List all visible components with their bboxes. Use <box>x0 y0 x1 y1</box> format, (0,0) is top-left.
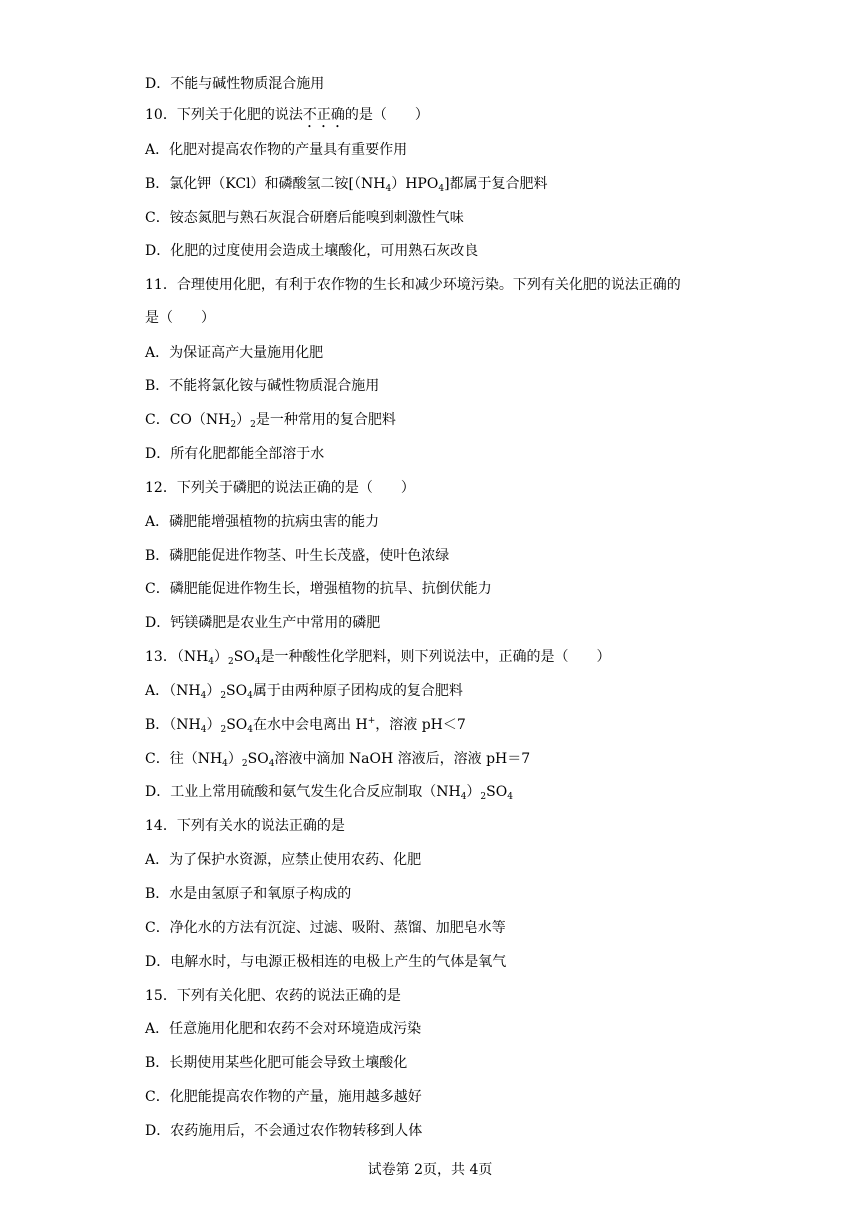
text: D．电解水时，与电源正极相连的电极上产生的气体是氧气 <box>145 954 507 970</box>
text: A．（NH <box>145 683 201 699</box>
q14-stem <box>145 816 345 836</box>
subscript: 4 <box>200 725 207 735</box>
q15-option-a <box>145 1019 421 1039</box>
q11-option-a <box>145 343 323 363</box>
text: ）HPO <box>391 176 439 192</box>
subscript: 4 <box>460 792 467 802</box>
q15-option-d <box>145 1121 422 1141</box>
text: SO <box>226 683 248 699</box>
emphasis-text: 不正确 <box>302 107 345 123</box>
subscript: 2 <box>250 420 256 430</box>
text: D．化肥的过度使用会造成土壤酸化，可用熟石灰改良 <box>145 243 479 259</box>
q13-option-b <box>145 715 466 735</box>
subscript: 2 <box>220 725 227 735</box>
text: 13．（NH <box>145 649 209 665</box>
subscript: 4 <box>222 759 228 769</box>
text: 属于由两种原子团构成的复合肥料 <box>252 683 463 699</box>
q10-option-c <box>145 208 464 228</box>
q12-stem <box>145 478 415 498</box>
q13-stem <box>145 647 611 667</box>
q11-option-b <box>145 376 379 396</box>
page-footer: 试卷第 2页，共 4页 <box>367 1162 493 1178</box>
text: ） <box>466 784 481 800</box>
text: 是（ ） <box>145 310 215 326</box>
text: D．钙镁磷肥是农业生产中常用的磷肥 <box>145 615 381 631</box>
subscript: 4 <box>507 792 513 802</box>
q15-stem <box>145 986 401 1006</box>
text: 溶液中滴加 NaOH 溶液后，溶液 pH＝7 <box>274 751 531 767</box>
text: SO <box>486 784 508 800</box>
q11-stem-line1 <box>145 275 681 295</box>
subscript: 4 <box>438 184 445 194</box>
text: SO <box>233 649 255 665</box>
q13-option-d <box>145 782 513 802</box>
q14-option-a <box>145 850 421 870</box>
q14-option-c <box>145 918 506 938</box>
text: 11．合理使用化肥，有利于农作物的生长和减少环境污染。下列有关化肥的说法正确的 <box>145 277 681 293</box>
text: C．磷肥能促进作物生长，增强植物的抗旱、抗倒伏能力 <box>145 581 492 597</box>
text: D．不能与碱性物质混合施用 <box>145 76 325 92</box>
text: A．化肥对提高农作物的产量具有重要作用 <box>145 142 408 158</box>
text: C．往（NH <box>145 751 223 767</box>
subscript: 2 <box>230 420 237 430</box>
subscript: 2 <box>241 759 248 769</box>
q11-option-d <box>145 444 324 464</box>
text: D．工业上常用硫酸和氨气发生化合反应制取（NH <box>145 784 461 800</box>
subscript: 4 <box>208 657 215 667</box>
subscript: 4 <box>254 657 261 667</box>
text: ） <box>206 717 221 733</box>
subscript: 2 <box>480 792 487 802</box>
text: 是一种酸性化学肥料，则下列说法中，正确的是（ ） <box>260 649 611 665</box>
q14-option-d <box>145 952 506 972</box>
text: B．（NH <box>145 717 201 733</box>
subscript: 4 <box>268 759 275 769</box>
text: B．水是由氢原子和氧原子构成的 <box>145 886 352 902</box>
text: 10．下列关于化肥的说法 <box>145 107 303 123</box>
superscript: + <box>367 716 376 726</box>
text: B．磷肥能促进作物茎、叶生长茂盛，使叶色浓绿 <box>145 548 450 564</box>
q12-option-b <box>145 546 449 566</box>
text: ） <box>214 649 229 665</box>
text: C．净化水的方法有沉淀、过滤、吸附、蒸馏、加肥皂水等 <box>145 920 506 936</box>
q15-option-c <box>145 1087 422 1107</box>
q11-option-c <box>145 410 396 430</box>
subscript: 4 <box>247 725 254 735</box>
text: A．为了保护水资源，应禁止使用农药、化肥 <box>145 852 422 868</box>
q13-option-c <box>145 749 530 769</box>
text: 12．下列关于磷肥的说法正确的是（ ） <box>145 480 415 496</box>
text: C．铵态氮肥与熟石灰混合研磨后能嗅到刺激性气味 <box>145 210 464 226</box>
text: B．不能将氯化铵与碱性物质混合施用 <box>145 378 380 394</box>
q10-option-b <box>145 174 548 194</box>
text: ]都属于复合肥料 <box>444 176 548 192</box>
q14-option-b <box>145 884 351 904</box>
subscript: 4 <box>385 184 392 194</box>
subscript: 2 <box>228 657 234 667</box>
q15-option-b <box>145 1053 407 1073</box>
text: C．化肥能提高农作物的产量，施用越多越好 <box>145 1089 422 1105</box>
text: A．任意施用化肥和农药不会对环境造成污染 <box>145 1021 422 1037</box>
text: A．为保证高产大量施用化肥 <box>145 345 324 361</box>
text: 是一种常用的复合肥料 <box>255 412 396 428</box>
text: B．长期使用某些化肥可能会导致土壤酸化 <box>145 1055 408 1071</box>
text: ，溶液 pH＜7 <box>375 717 466 733</box>
q10-option-d <box>145 241 478 261</box>
text: A．磷肥能增强植物的抗病虫害的能力 <box>145 514 380 530</box>
text: 15．下列有关化肥、农药的说法正确的是 <box>145 988 401 1004</box>
q10-option-a <box>145 140 407 160</box>
text: 14．下列有关水的说法正确的是 <box>145 818 345 834</box>
q11-stem-line2 <box>145 308 215 328</box>
text: ） <box>227 751 242 767</box>
q12-option-c <box>145 579 492 599</box>
text: SO <box>247 751 269 767</box>
q12-option-a <box>145 512 379 532</box>
q10-stem <box>145 105 429 131</box>
text: 的是（ ） <box>344 107 429 123</box>
text: D．农药施用后，不会通过农作物转移到人体 <box>145 1123 423 1139</box>
text: ） <box>236 412 251 428</box>
text: C．CO（NH <box>145 412 231 428</box>
text: B．氯化钾（KCl）和磷酸氢二铵[（NH <box>145 176 386 192</box>
text: SO <box>226 717 248 733</box>
q13-option-a <box>145 681 463 701</box>
subscript: 2 <box>220 691 227 701</box>
q9-option-d <box>145 74 324 94</box>
text: ） <box>206 683 221 699</box>
q12-option-d <box>145 613 380 633</box>
text: 在水中会电离出 H <box>253 717 368 733</box>
text: D．所有化肥都能全部溶于水 <box>145 446 325 462</box>
subscript: 4 <box>200 691 207 701</box>
subscript: 4 <box>247 691 253 701</box>
